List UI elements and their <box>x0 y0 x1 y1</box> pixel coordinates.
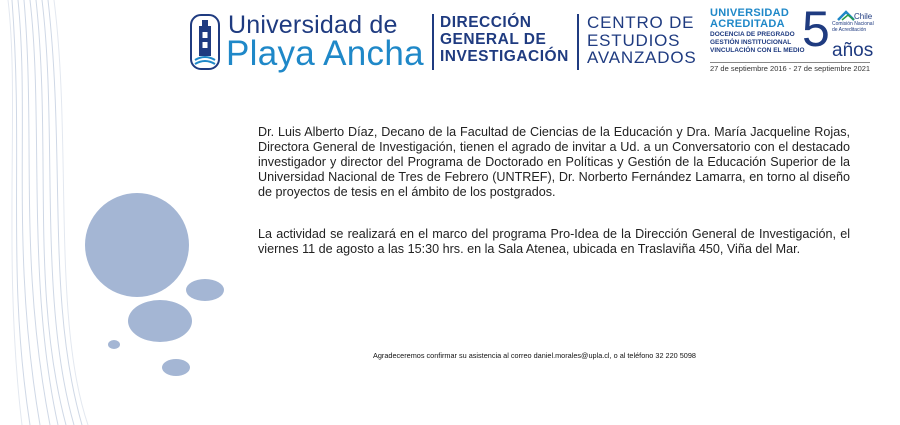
decorative-bubble-large <box>85 193 189 297</box>
accreditation-years-number: 5 <box>802 1 830 57</box>
center-name <box>587 14 697 67</box>
decorative-bubble-bottom <box>162 359 190 376</box>
accreditation-title-line1: UNIVERSIDAD <box>710 7 790 19</box>
center-line: CENTRO DE <box>587 13 695 32</box>
department-line: INVESTIGACIÓN <box>440 48 569 65</box>
accreditation-area: VINCULACIÓN CON EL MEDIO <box>710 47 805 54</box>
accreditation-years-word: años <box>832 40 874 61</box>
department-line: GENERAL DE <box>440 31 547 48</box>
event-details-paragraph: La actividad se realizará en el marco del programa Pro-Idea de la Dirección General de Investigación, el viernes 11 de agosto a las 15:30 hrs. en la Sala Atenea, ubicada en Traslaviña 450, Viña del Mar. <box>258 227 850 256</box>
university-crest-logo <box>190 14 220 70</box>
decorative-bubble-medium <box>128 300 192 342</box>
university-name-line2: Playa Ancha <box>226 34 424 73</box>
decorative-bubble-tiny <box>108 340 120 349</box>
accreditation-dates: 27 de septiembre 2016 - 27 de septiembre 2021 <box>710 64 871 73</box>
header-divider-1 <box>432 14 434 70</box>
header-divider-2 <box>577 14 579 70</box>
accreditation-country: Chile <box>854 12 873 21</box>
accreditation-badge <box>710 1 882 74</box>
department-name <box>440 14 569 65</box>
accreditation-area: GESTIÓN INSTITUCIONAL <box>710 39 792 46</box>
agency-line: Comisión Nacional <box>832 21 874 27</box>
letterhead <box>186 1 886 78</box>
accreditation-title-line2: ACREDITADA <box>710 18 785 30</box>
accreditation-area: DOCENCIA DE PREGRADO <box>710 31 795 38</box>
decorative-bubble-small <box>186 279 224 301</box>
center-line: ESTUDIOS <box>587 30 681 50</box>
university-name-line1: Universidad de <box>228 11 398 39</box>
accreditation-agency <box>832 21 874 33</box>
decorative-left-lines <box>0 0 90 425</box>
center-line: AVANZADOS <box>587 48 697 67</box>
agency-line: de Acreditación <box>832 27 867 33</box>
rsvp-footer: Agradeceremos confirmar su asistencia al correo daniel.morales@upla.cl, o al teléfono 32 220 5098 <box>373 351 696 360</box>
invitation-paragraph: Dr. Luis Alberto Díaz, Decano de la Facultad de Ciencias de la Educación y Dra. María Jacqueline Rojas, Directora General de Investigación, tienen el agrado de invitar a Ud. a un Conversatorio con el destacado investigador y director del Programa de Doctorado en Políticas y Gestión de la Educación Superior de la Universidad Nacional de Tres de Febrero (UNTREF), Dr. Norberto Fernández Lamarra, en torno al diseño de proyectos de tesis en el ámbito de los postgrados. <box>258 125 850 199</box>
department-line: DIRECCIÓN <box>440 14 532 31</box>
